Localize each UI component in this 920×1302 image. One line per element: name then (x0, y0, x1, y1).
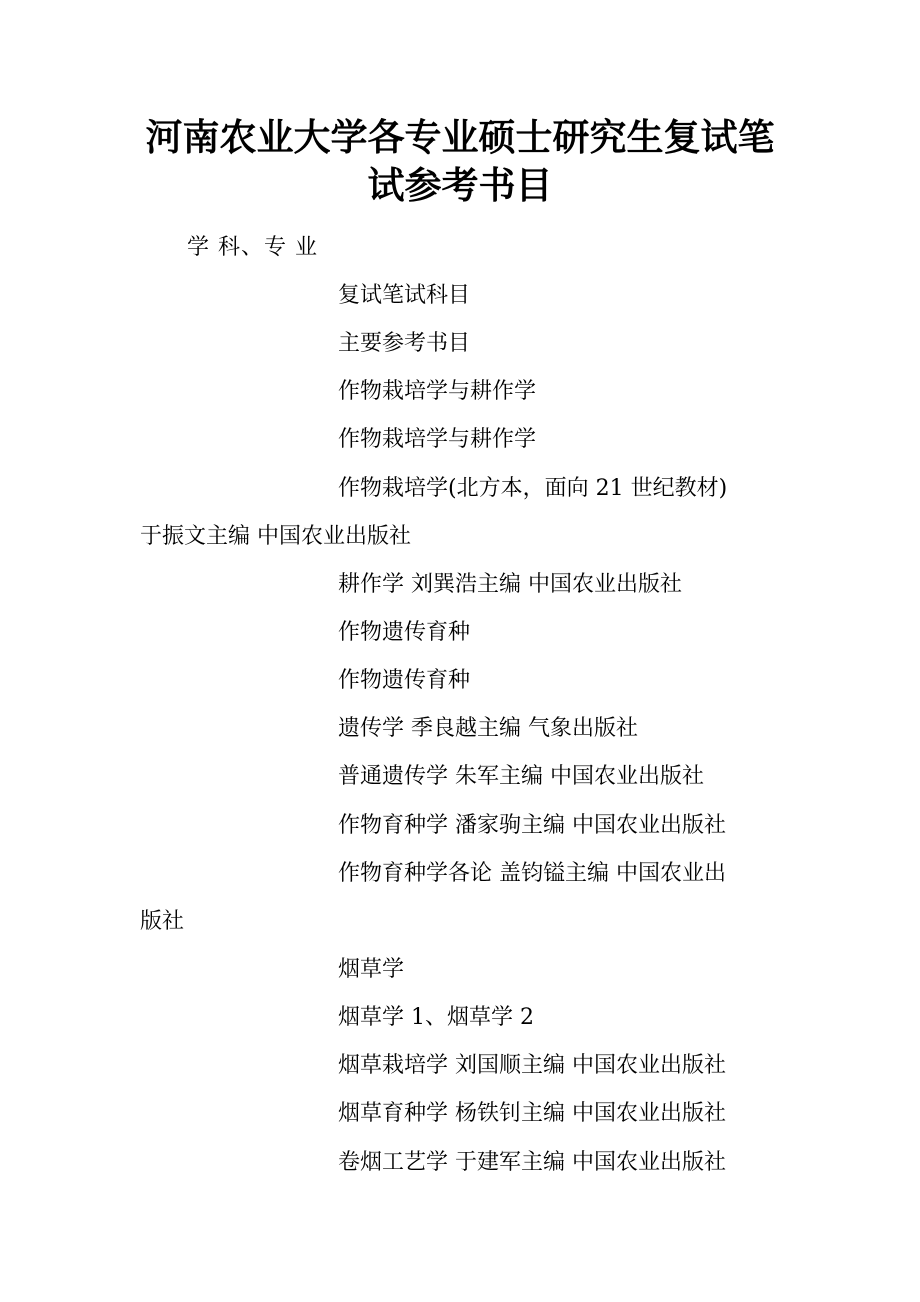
document-title-line-1: 河南农业大学各专业硕士研究生复试笔 (145, 115, 775, 159)
text-line: 作物育种学 潘家驹主编 中国农业出版社 (338, 813, 726, 838)
text-line: 烟草学 (338, 957, 405, 982)
text-line: 烟草栽培学 刘国顺主编 中国农业出版社 (338, 1053, 726, 1078)
header-subject: 学 科、专 业 (187, 235, 318, 260)
header-main-books: 主要参考书目 (338, 331, 471, 356)
text-line: 作物遗传育种 (338, 620, 471, 645)
text-line: 普通遗传学 朱军主编 中国农业出版社 (338, 764, 704, 789)
text-line: 于振文主编 中国农业出版社 (140, 524, 411, 549)
text-line: 作物栽培学与耕作学 (338, 379, 537, 404)
document-title-line-2: 试参考书目 (367, 163, 553, 207)
text-line: 作物栽培学(北方本，面向 21 世纪教材) (338, 476, 728, 501)
text-line: 烟草学 1、烟草学 2 (338, 1005, 534, 1030)
text-line: 耕作学 刘巽浩主编 中国农业出版社 (338, 572, 682, 597)
text-line: 卷烟工艺学 于建军主编 中国农业出版社 (338, 1150, 726, 1175)
text-line: 版社 (140, 909, 185, 934)
text-line: 作物栽培学与耕作学 (338, 427, 537, 452)
text-line: 作物遗传育种 (338, 668, 471, 693)
text-line: 烟草育种学 杨铁钊主编 中国农业出版社 (338, 1101, 726, 1126)
header-exam-subject: 复试笔试科目 (338, 283, 471, 308)
text-line: 遗传学 季良越主编 气象出版社 (338, 716, 638, 741)
text-line: 作物育种学各论 盖钧镒主编 中国农业出 (338, 861, 726, 886)
